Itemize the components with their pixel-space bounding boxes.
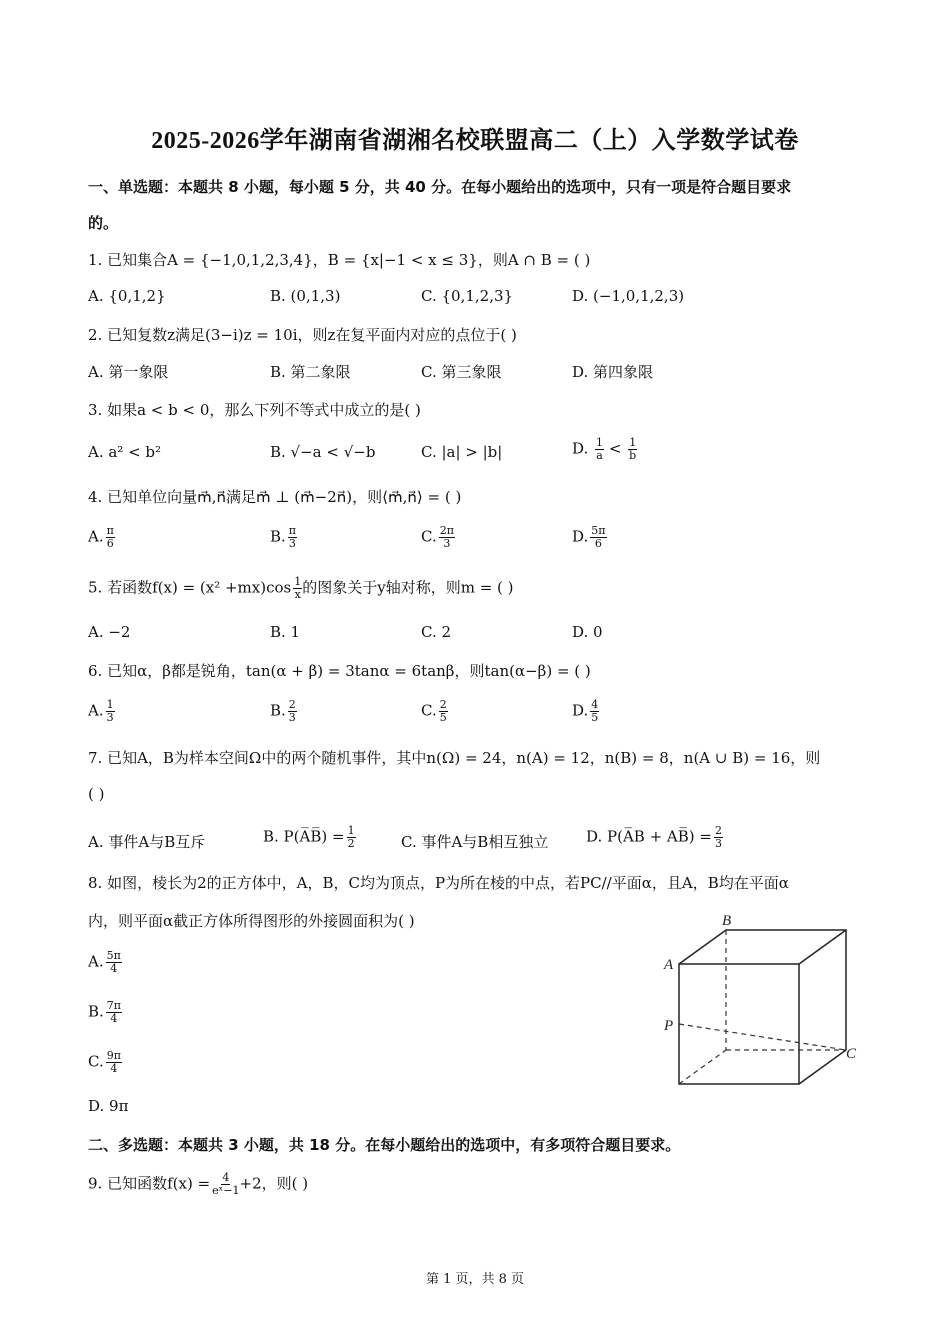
q3-option-c: C. |a| > |b| bbox=[421, 443, 503, 461]
q5-option-d: D. 0 bbox=[572, 623, 603, 641]
q2-option-b: B. 第二象限 bbox=[270, 363, 351, 381]
q8-option-d: D. 9π bbox=[88, 1097, 129, 1115]
fraction: $\frac{7\pi}{4}$ bbox=[106, 999, 122, 1025]
fraction: $\frac{2}{3}$ bbox=[714, 824, 722, 850]
question-8-cont: 内，则平面α截正方体所得图形的外接圆面积为( ) bbox=[88, 912, 415, 930]
segment-pc bbox=[679, 1024, 846, 1050]
q7-option-a: A. 事件A与B互斥 bbox=[88, 833, 206, 851]
question-7: 7. 已知A，B为样本空间Ω中的两个随机事件，其中n(Ω) = 24，n(A) = 12，n(B) = 8，n(A ∪ B) = 16，则 bbox=[88, 749, 821, 767]
q4-option-b: B. $\frac{\pi}{3}$ bbox=[270, 524, 297, 550]
fraction: $\frac{4}{\text{eˣ−1}}$ bbox=[212, 1171, 240, 1197]
question-1: 1. 已知集合A = {−1,0,1,2,3,4}，B = {x|−1 < x ≤ 3}，则A ∩ B = ( ) bbox=[88, 251, 591, 269]
cube-edge bbox=[799, 930, 846, 964]
label-a: A bbox=[664, 957, 674, 973]
question-6: 6. 已知α，β都是锐角，tan(α + β) = 3tanα = 6tanβ，则tan(α−β) = ( ) bbox=[88, 662, 591, 680]
fraction: $\frac{1}{x}$ bbox=[294, 575, 302, 601]
section1-heading-cont: 的。 bbox=[88, 214, 119, 232]
fraction: $\frac{\pi}{6}$ bbox=[106, 524, 114, 550]
fraction: $\frac{1}{a}$ bbox=[596, 436, 604, 462]
q3-option-d: D. $\frac{1}{a}$ < $\frac{1}{b}$ bbox=[572, 436, 637, 462]
fraction: $\frac{1}{2}$ bbox=[347, 824, 355, 850]
cube-front-face bbox=[679, 964, 799, 1084]
q8-option-c: C. $\frac{9\pi}{4}$ bbox=[88, 1049, 121, 1075]
q1-option-d: D. (−1,0,1,2,3) bbox=[572, 287, 685, 305]
question-2: 2. 已知复数z满足(3−i)z = 10i，则z在复平面内对应的点位于( ) bbox=[88, 326, 517, 344]
q6-option-d: D. $\frac{4}{5}$ bbox=[572, 698, 599, 724]
question-3: 3. 如果a < b < 0，那么下列不等式中成立的是( ) bbox=[88, 401, 421, 419]
fraction: $\frac{2}{3}$ bbox=[288, 698, 296, 724]
q2-option-c: C. 第三象限 bbox=[421, 363, 502, 381]
question-9: 9. 已知函数f(x) = $\frac{4}{\text{eˣ−1}}$ +2，则( ) bbox=[88, 1171, 309, 1197]
fraction: $\frac{9\pi}{4}$ bbox=[106, 1049, 121, 1075]
q3-option-b: B. √−a < √−b bbox=[270, 443, 376, 461]
fraction: $\frac{1}{3}$ bbox=[106, 698, 114, 724]
question-8: 8. 如图，棱长为2的正方体中，A，B，C均为顶点，P为所在棱的中点，若PC//平面α，且A，B均在平面α bbox=[88, 874, 789, 892]
q4-option-a: A. $\frac{\pi}{6}$ bbox=[88, 524, 114, 550]
q1-option-b: B. (0,1,3) bbox=[270, 287, 341, 305]
page-title: 2025-2026学年湖南省湖湘名校联盟高二（上）入学数学试卷 bbox=[151, 128, 799, 154]
question-4: 4. 已知单位向量m⃗,n⃗满足m⃗ ⊥ (m⃗−2n⃗)，则⟨m⃗,n⃗⟩ = ( ) bbox=[88, 488, 462, 506]
fraction: $\frac{5\pi}{6}$ bbox=[591, 524, 606, 550]
cube-back-edges bbox=[679, 930, 846, 1084]
q5-option-b: B. 1 bbox=[270, 623, 301, 641]
fraction: $\frac{\pi}{3}$ bbox=[288, 524, 297, 550]
fraction: $\frac{1}{b}$ bbox=[629, 436, 637, 462]
fraction: $\frac{5\pi}{4}$ bbox=[106, 949, 121, 975]
q8-option-b: B. $\frac{7\pi}{4}$ bbox=[88, 999, 122, 1025]
question-7-cont: ( ) bbox=[88, 785, 105, 803]
fraction: $\frac{2\pi}{3}$ bbox=[439, 524, 454, 550]
label-b: B bbox=[722, 913, 732, 929]
q5-option-a: A. −2 bbox=[88, 623, 131, 641]
q2-option-a: A. 第一象限 bbox=[88, 363, 169, 381]
page-footer: 第 1 页，共 8 页 bbox=[425, 1272, 525, 1287]
q7-option-d: D. P(A̅B + AB̅) = $\frac{2}{3}$ bbox=[586, 824, 722, 850]
q6-option-c: C. $\frac{2}{5}$ bbox=[421, 698, 447, 724]
q8-option-a: A. $\frac{5\pi}{4}$ bbox=[88, 949, 121, 975]
label-c: C bbox=[846, 1046, 857, 1062]
cube-figure bbox=[655, 908, 865, 1088]
fraction: $\frac{2}{5}$ bbox=[439, 698, 447, 724]
q7-option-c: C. 事件A与B相互独立 bbox=[401, 833, 549, 851]
label-p: P bbox=[664, 1018, 674, 1034]
fraction: $\frac{4}{5}$ bbox=[591, 698, 599, 724]
q2-option-d: D. 第四象限 bbox=[572, 363, 654, 381]
section1-heading: 一、单选题：本题共 8 小题，每小题 5 分，共 40 分。在每小题给出的选项中，只有一项是符合题目要求 bbox=[88, 178, 792, 196]
q3-option-a: A. a² < b² bbox=[88, 443, 162, 461]
q7-option-b: B. P(A̅B̅) = $\frac{1}{2}$ bbox=[263, 824, 355, 850]
question-5: 5. 若函数f(x) = (x² +mx)cos $\frac{1}{x}$ 的图象关于y轴对称，则m = ( ) bbox=[88, 575, 514, 601]
q6-option-a: A. $\frac{1}{3}$ bbox=[88, 698, 114, 724]
q4-option-c: C. $\frac{2\pi}{3}$ bbox=[421, 524, 454, 550]
q6-option-b: B. $\frac{2}{3}$ bbox=[270, 698, 296, 724]
section2-heading: 二、多选题：本题共 3 小题，共 18 分。在每小题给出的选项中，有多项符合题目要求。 bbox=[88, 1136, 681, 1154]
cube-hidden-edge bbox=[679, 1050, 726, 1084]
q4-option-d: D. $\frac{5\pi}{6}$ bbox=[572, 524, 606, 550]
q5-option-c: C. 2 bbox=[421, 623, 452, 641]
q1-option-c: C. {0,1,2,3} bbox=[421, 287, 514, 305]
q1-option-a: A. {0,1,2} bbox=[88, 287, 166, 305]
